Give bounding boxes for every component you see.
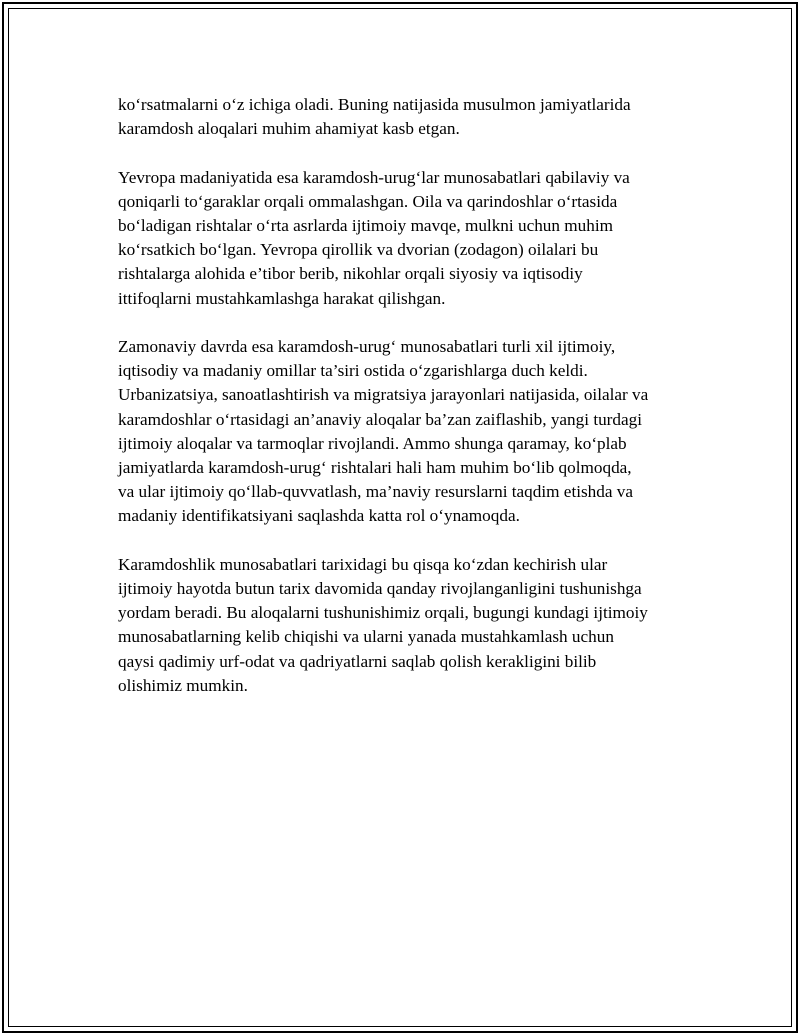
paragraph-1 (118, 93, 708, 141)
text-line: bo‘ladigan rishtalar o‘rta asrlarda ijtimoiy mavqe, mulkni uchun muhim (118, 216, 613, 235)
text-line: va ular ijtimoiy qo‘llab-quvvatlash, ma’naviy resurslarni taqdim etishda va (118, 482, 634, 502)
text-line: ittifoqlarni mustahkamlashga harakat qilishgan. (118, 288, 446, 308)
text-line: yordam beradi. Bu aloqalarni tushunishimiz orqali, bugungi kundagi ijtimoiy (118, 603, 648, 623)
text-line: Zamonaviy davrda esa karamdosh-urug‘ munosabatlari turli xil ijtimoiy, (118, 337, 616, 356)
paragraph-3 (118, 335, 708, 529)
text-line: Urbanizatsiya, sanoatlashtirish va migratsiya jarayonlari natijasida, oilalar va (118, 385, 649, 405)
text-line: rishtalarga alohida e’tibor berib, nikohlar orqali siyosiy va iqtisodiy (118, 264, 583, 284)
text-line: Yevropa madaniyatida esa karamdosh-urug‘lar munosabatlari qabilaviy va (118, 167, 630, 187)
text-line: iqtisodiy va madaniy omillar ta’siri ostida o‘zgarishlarga duch keldi. (118, 361, 588, 381)
text-line: ko‘rsatkich bo‘lgan. Yevropa qirollik va dvorian (zodagon) oilalari bu (118, 240, 599, 260)
text-line: qoniqarli to‘garaklar orqali ommalashgan. Oila va qarindoshlar o‘rtasida (118, 191, 618, 211)
text-line: ijtimoiy aloqalar va tarmoqlar rivojlandi. Ammo shunga qaramay, ko‘plab (118, 433, 627, 453)
paragraph-4 (118, 553, 708, 698)
text-line: olishimiz mumkin. (118, 675, 248, 695)
text-line: karamdoshlar o‘rtasidagi an’anaviy aloqalar ba’zan zaiflashib, yangi turdagi (118, 409, 643, 429)
text-line: ijtimoiy hayotda butun tarix davomida qanday rivojlanganligini tushunishga (118, 579, 642, 599)
text-line: jamiyatlarda karamdosh-urug‘ rishtalari hali ham muhim bo‘lib qolmoqda, (118, 458, 632, 478)
text-line: munosabatlarning kelib chiqishi va ularni yanada mustahkamlash uchun (118, 627, 614, 647)
text-line: madaniy identifikatsiyani saqlashda katta rol o‘ynamoqda. (118, 506, 520, 526)
document-body (118, 93, 708, 722)
text-line: qaysi qadimiy urf-odat va qadriyatlarni saqlab qolish kerakligini bilib (118, 651, 597, 671)
text-line: karamdosh aloqalari muhim ahamiyat kasb etgan. (118, 119, 460, 139)
paragraph-2 (118, 166, 708, 311)
text-line: ko‘rsatmalarni o‘z ichiga oladi. Buning natijasida musulmon jamiyatlarida (118, 95, 631, 114)
text-line: Karamdoshlik munosabatlari tarixidagi bu qisqa ko‘zdan kechirish ular (118, 554, 608, 574)
